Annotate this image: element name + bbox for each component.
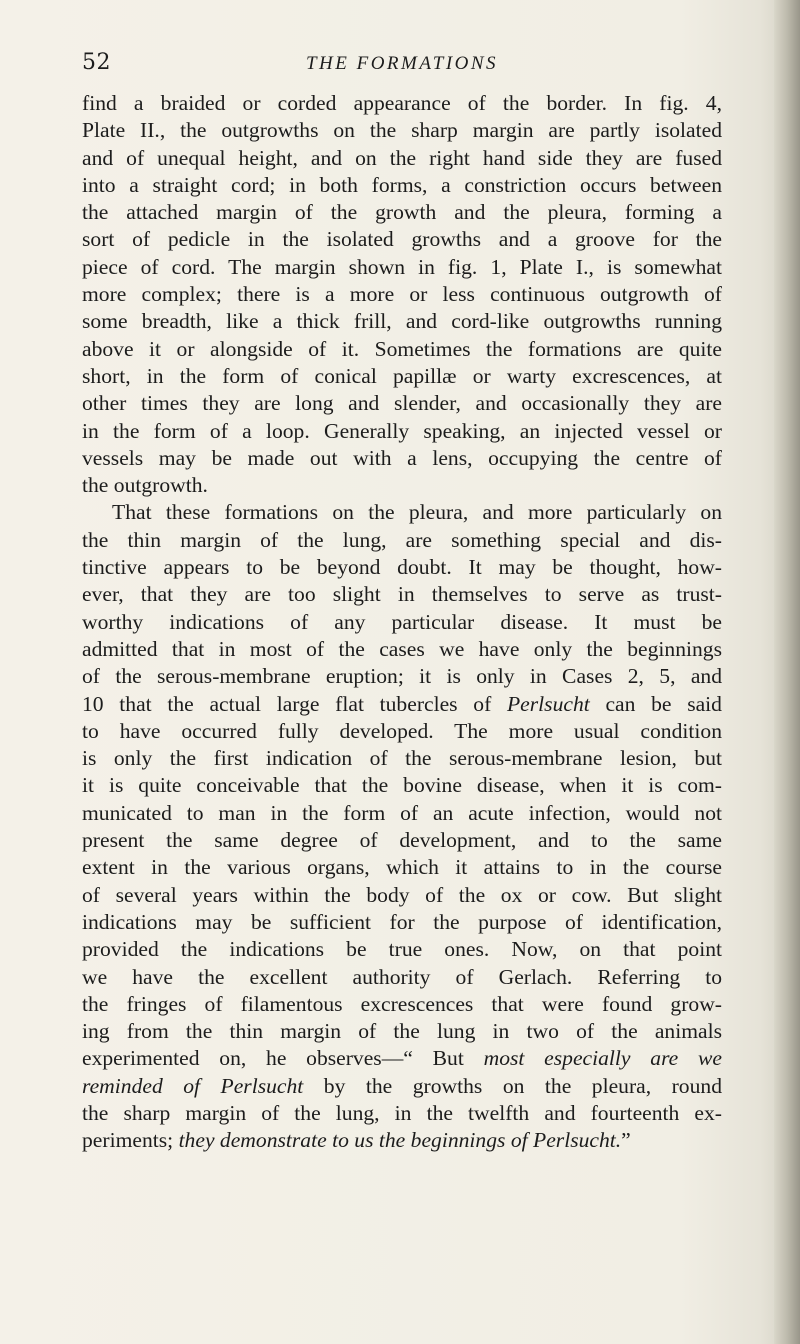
text-line [82,1127,722,1154]
text-line: the attached margin of the growth and the pleura, forming a [82,200,722,225]
text-line: into a straight cord; in both forms, a constriction occurs between [82,172,722,197]
text-fragment: experimented on, he observes—“ But [82,1046,464,1071]
text-line: the outgrowth. [82,473,208,498]
italic-quote: reminded of Perlsucht [82,1073,304,1098]
text-line: other times they are long and slender, and occasionally they are [82,391,722,416]
italic-quote: they demonstrate to us the beginnings of Perlsucht. [178,1128,622,1153]
text-line: the sharp margin of the lung, in the twelfth and fourteenth ex- [82,1100,722,1125]
text-line: of several years within the body of the ox or cow. But slight [82,882,722,907]
text-line: Plate II., the outgrowths on the sharp margin are partly isolated [82,118,722,143]
paragraph-2 [82,499,722,1154]
text-line: to have occurred fully developed. The more usual condition [82,718,722,743]
text-line: the thin margin of the lung, are something special and dis- [82,527,722,552]
text-line: above it or alongside of it. Sometimes the formations are quite [82,336,722,361]
text-line: That these formations on the pleura, and more particularly on [112,500,722,525]
text-fragment: can be said [605,691,722,716]
text-line [82,691,722,718]
text-line: worthy indications of any particular disease. It must be [82,609,722,634]
text-line: is only the first indication of the serous-membrane lesion, but [82,746,722,771]
page-edge-shadow [774,0,800,1344]
closing-quote: ” [621,1128,631,1153]
text-line: indications may be sufficient for the purpose of identification, [82,909,722,934]
body-text [82,90,722,1155]
text-line: extent in the various organs, which it attains to in the course [82,855,722,880]
page-header [82,50,722,80]
text-line: it is quite conceivable that the bovine disease, when it is com- [82,773,722,798]
text-line [82,1045,722,1072]
text-line: tinctive appears to be beyond doubt. It may be thought, how- [82,555,722,580]
text-fragment: 10 that the actual large flat tubercles of [82,691,492,716]
text-line: vessels may be made out with a lens, occupying the centre of [82,445,722,470]
text-line: and of unequal height, and on the right hand side they are fused [82,145,722,170]
text-line: we have the excellent authority of Gerlach. Referring to [82,964,722,989]
text-line: ing from the thin margin of the lung in two of the animals [82,1019,722,1044]
text-line: admitted that in most of the cases we have only the beginnings [82,636,722,661]
text-line: more complex; there is a more or less continuous outgrowth of [82,282,722,307]
italic-quote: most especially are we [483,1046,722,1071]
text-line: of the serous-membrane eruption; it is only in Cases 2, 5, and [82,664,722,689]
text-line: municated to man in the form of an acute infection, would not [82,800,722,825]
text-line: sort of pedicle in the isolated growths and a groove for the [82,227,722,252]
text-line: the fringes of filamentous excrescences that were found grow- [82,991,722,1016]
page-number: 52 [82,50,111,75]
text-line: find a braided or corded appearance of the border. In fig. 4, [82,91,722,115]
text-line: piece of cord. The margin shown in fig. 1, Plate I., is somewhat [82,254,722,279]
paragraph-1 [82,90,722,499]
text-line: present the same degree of development, and to the same [82,828,722,853]
text-line: in the form of a loop. Generally speaking, an injected vessel or [82,418,722,443]
text-line: provided the indications be true ones. Now, on that point [82,937,722,962]
text-line: short, in the form of conical papillæ or warty excrescences, at [82,363,722,388]
text-fragment: by the growths on the pleura, round [323,1073,722,1098]
italic-term: Perlsucht [506,691,590,716]
text-line: ever, that they are too slight in themselves to serve as trust- [82,582,722,607]
running-title: THE FORMATIONS [305,53,499,74]
text-line [82,1073,722,1100]
text-line: some breadth, like a thick frill, and cord-like outgrowths running [82,309,722,334]
text-fragment: periments; [82,1128,174,1153]
